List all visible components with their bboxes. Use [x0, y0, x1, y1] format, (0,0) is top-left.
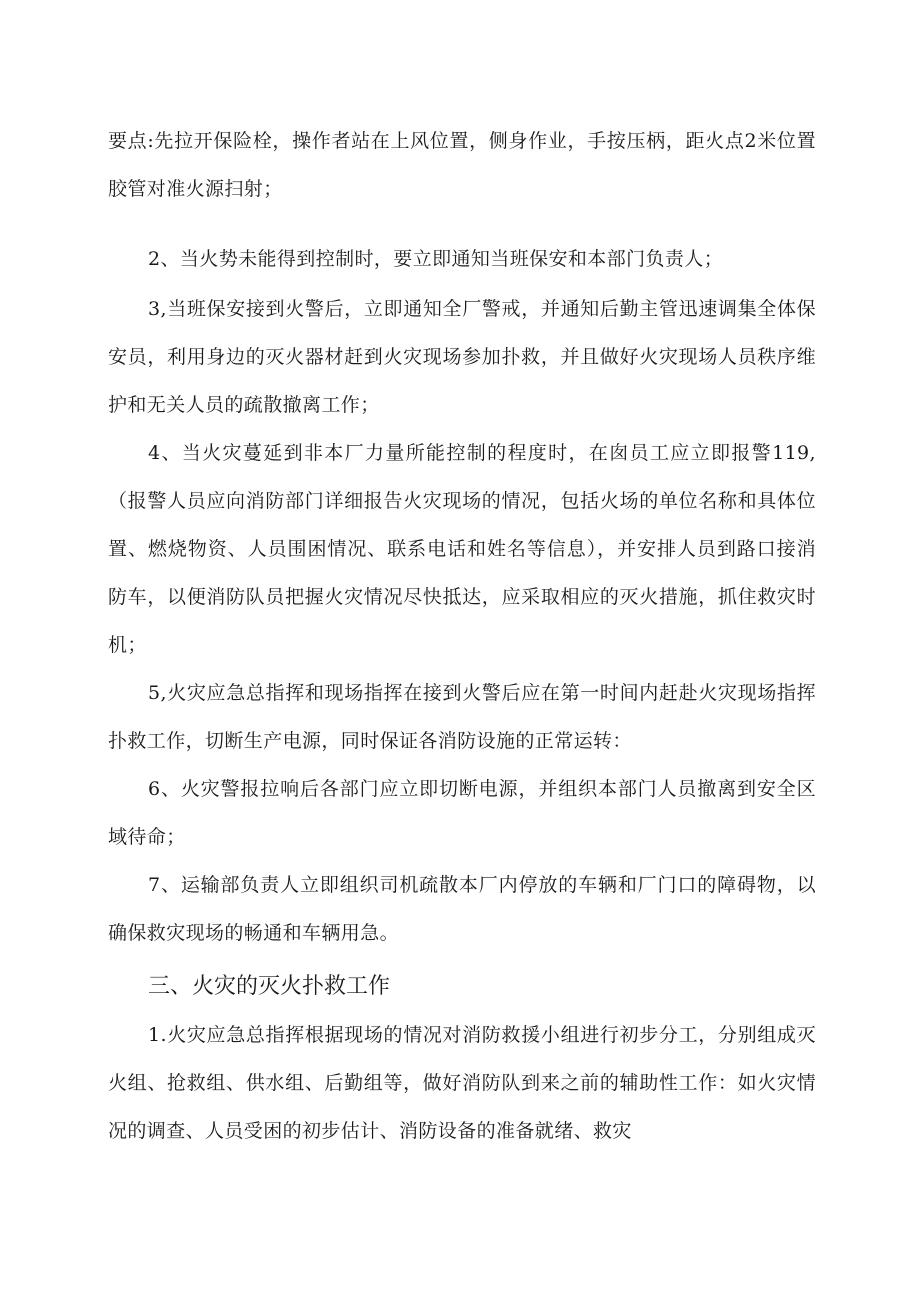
- paragraph-item-6: 6、火灾警报拉响后各部门应立即切断电源，并组织本部门人员撤离到安全区域待命；: [108, 778, 816, 848]
- section-paragraph-1: 1.火灾应急总指挥根据现场的情况对消防救援小组进行初步分工，分别组成灭火组、抢救组、供水组、后勤组等，做好消防队到来之前的辅助性工作：如火灾情况的调查、人员受困的初步估计、消防设备的准备就绪、救灾: [108, 1024, 816, 1142]
- paragraph-item-2: 2、当火势未能得到控制时，要立即通知当班保安和本部门负责人；: [148, 248, 724, 270]
- paragraph-item-7: 7、运输部负责人立即组织司机疏散本厂内停放的车辆和厂门口的障碍物，以确保救灾现场的畅通和车辆用急。: [108, 874, 816, 944]
- section-heading: 三、火灾的灭火扑救工作: [148, 974, 391, 999]
- paragraph-item-5: 5,火灾应急总指挥和现场指挥在接到火警后应在第一时间内赶赴火灾现场指挥扑救工作，切断生产电源，同时保证各消防设施的正常运转：: [108, 682, 816, 752]
- paragraph-item-3: 3,当班保安接到火警后，立即通知全厂警戒，并通知后勤主管迅速调集全体保安员，利用身边的灭火器材赶到火灾现场参加扑救，并且做好火灾现场人员秩序维护和无关人员的疏散撤离工作；: [108, 298, 816, 416]
- paragraph-extinguisher-usage: 要点:先拉开保险栓，操作者站在上风位置，侧身作业，手按压柄，距火点2米位置胶管对准火源扫射；: [108, 130, 816, 200]
- paragraph-item-4: 4、当火灾蔓延到非本厂力量所能控制的程度时，在囱员工应立即报警119,（报警人员应向消防部门详细报告火灾现场的情况，包括火场的单位名称和具体位置、燃烧物资、人员围困情况、联系电话和姓名等信息），并安排人员到路口接消防车，以便消防队员把握火灾情况尽快抵达，应采取相应的灭火措施，抓住救灾时机；: [108, 442, 816, 656]
